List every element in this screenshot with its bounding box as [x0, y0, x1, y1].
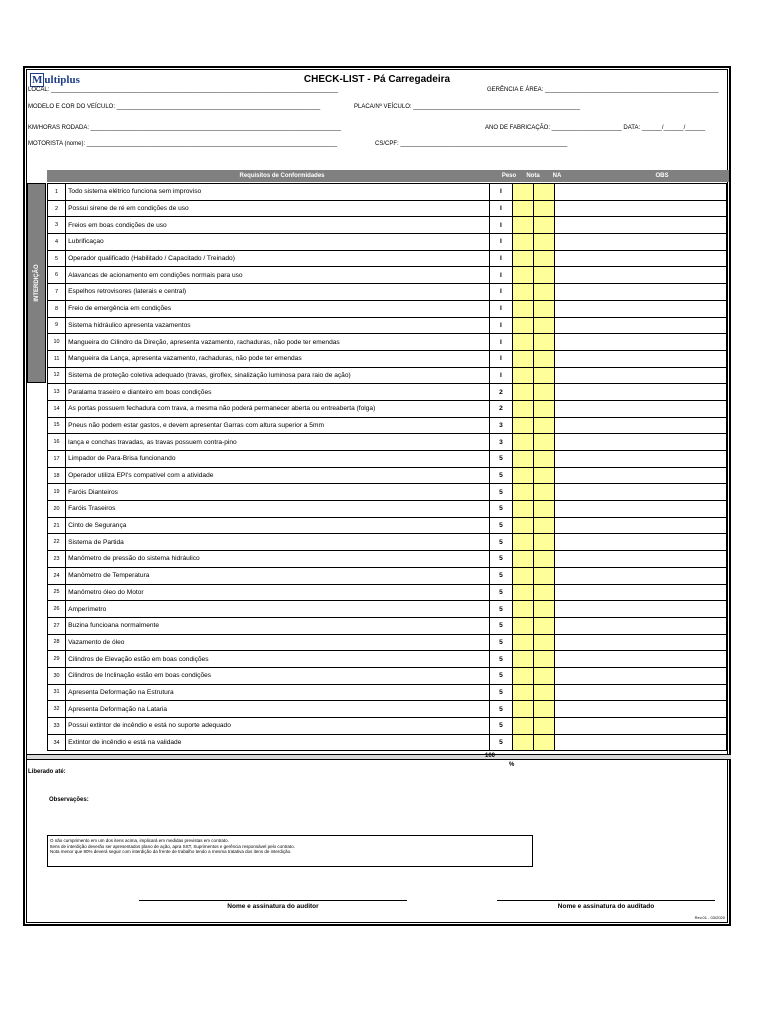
row-requirement: Alavancas de acionamento em condições normais para uso	[66, 267, 490, 284]
row-peso: 5	[490, 584, 513, 601]
row-number: 5	[48, 250, 66, 267]
row-na-cell[interactable]	[534, 250, 555, 267]
table-row	[48, 667, 727, 684]
row-obs-cell[interactable]	[555, 617, 727, 634]
row-number: 33	[48, 718, 66, 735]
row-nota-cell[interactable]	[512, 250, 533, 267]
row-na-cell[interactable]	[534, 367, 555, 384]
row-obs-cell[interactable]	[555, 317, 727, 334]
row-requirement: Lubrificaçao	[66, 234, 490, 251]
row-number: 34	[48, 734, 66, 751]
table-row	[48, 534, 727, 551]
row-requirement: Paralama traseiro e dianteiro em boas condições	[66, 384, 490, 401]
row-number: 4	[48, 234, 66, 251]
row-requirement: Manômetro de Temperatura	[66, 567, 490, 584]
row-requirement: Todo sistema elétrico funciona sem improviso	[66, 184, 490, 201]
row-requirement: Sistema de proteção coletiva adequado (travas, giroflex, sinalização luminosa para raio de ação)	[66, 367, 490, 384]
col-requisitos: Requisitos de Conformidades	[239, 173, 325, 179]
row-requirement: Mangueira do Cilindro da Direção, apresenta vazamento, rachaduras, não pode ter emendas	[66, 334, 490, 351]
row-number: 27	[48, 617, 66, 634]
row-requirement: Freios em boas condições de uso	[66, 217, 490, 234]
row-na-cell[interactable]	[534, 334, 555, 351]
table-row	[48, 267, 727, 284]
row-number: 29	[48, 651, 66, 668]
row-na-cell[interactable]	[534, 501, 555, 518]
table-row	[48, 467, 727, 484]
row-obs-cell[interactable]	[555, 734, 727, 751]
row-requirement: Manômetro óleo do Motor	[66, 584, 490, 601]
row-na-cell[interactable]	[534, 617, 555, 634]
table-row	[48, 217, 727, 234]
row-nota-cell[interactable]	[512, 334, 533, 351]
auditado-signature[interactable]: Nome e assinatura do auditado	[497, 900, 715, 910]
row-obs-cell[interactable]	[555, 434, 727, 451]
row-requirement: Possui extintor de incêndio e está no suporte adequado	[66, 718, 490, 735]
row-nota-cell[interactable]	[512, 234, 533, 251]
row-peso: I	[490, 334, 513, 351]
row-nota-cell[interactable]	[512, 184, 533, 201]
row-peso: I	[490, 250, 513, 267]
row-number: 18	[48, 467, 66, 484]
note-line-3: Nota menor que 80% deverá seguir com interdição da frente de trabalho tendo a mesma tratativa dos itens de interdição.	[50, 849, 292, 854]
requirements-table	[47, 183, 727, 751]
row-number: 31	[48, 684, 66, 701]
row-peso: 5	[490, 617, 513, 634]
row-obs-cell[interactable]	[555, 634, 727, 651]
table-row	[48, 501, 727, 518]
interdicao-band	[27, 183, 46, 383]
row-requirement: Vazamento de óleo	[66, 634, 490, 651]
row-na-cell[interactable]	[534, 434, 555, 451]
table-row	[48, 584, 727, 601]
row-na-cell[interactable]	[534, 634, 555, 651]
row-peso: I	[490, 234, 513, 251]
row-obs-cell[interactable]	[555, 651, 727, 668]
page-title: CHECK-LIST - Pá Carregadeira	[303, 74, 451, 85]
row-na-cell[interactable]	[534, 651, 555, 668]
row-obs-cell[interactable]	[555, 718, 727, 735]
row-number: 2	[48, 200, 66, 217]
row-requirement: Pneus não podem estar gastos, e devem apresentar Garras com altura superior a 5mm	[66, 417, 490, 434]
row-nota-cell[interactable]	[512, 501, 533, 518]
row-na-cell[interactable]	[534, 267, 555, 284]
row-na-cell[interactable]	[534, 300, 555, 317]
row-na-cell[interactable]	[534, 317, 555, 334]
row-peso: 5	[490, 718, 513, 735]
row-number: 21	[48, 517, 66, 534]
table-row	[48, 234, 727, 251]
row-na-cell[interactable]	[534, 484, 555, 501]
row-peso: 2	[490, 384, 513, 401]
row-number: 20	[48, 501, 66, 518]
row-requirement: Mangueira da Lança, apresenta vazamento, rachaduras, não pode ter emendas	[66, 350, 490, 367]
row-nota-cell[interactable]	[512, 367, 533, 384]
row-number: 10	[48, 334, 66, 351]
row-nota-cell[interactable]	[512, 317, 533, 334]
row-requirement: Espelhos retrovisores (laterais e central)	[66, 284, 490, 301]
note-line-2: Itens de interdição deverão ser apresentados plano de ação, apra SST, Suprimentos e gerência responsável pelo contrato.	[50, 843, 295, 849]
row-obs-cell[interactable]	[555, 484, 727, 501]
row-na-cell[interactable]	[534, 451, 555, 468]
auditor-signature[interactable]: Nome e assinatura do auditor	[139, 900, 407, 910]
row-na-cell[interactable]	[534, 234, 555, 251]
row-na-cell[interactable]	[534, 701, 555, 718]
row-number: 32	[48, 701, 66, 718]
table-row	[48, 634, 727, 651]
table-header	[47, 170, 729, 182]
row-obs-cell[interactable]	[555, 400, 727, 417]
row-peso: I	[490, 267, 513, 284]
percent-label: %	[509, 762, 515, 768]
row-obs-cell[interactable]	[555, 601, 727, 618]
row-obs-cell[interactable]	[555, 451, 727, 468]
row-requirement: Operador utiliza EPI's compatível com a atividade	[66, 467, 490, 484]
row-peso: I	[490, 217, 513, 234]
table-row	[48, 350, 727, 367]
row-number: 17	[48, 451, 66, 468]
row-number: 22	[48, 534, 66, 551]
row-number: 7	[48, 284, 66, 301]
row-obs-cell[interactable]	[555, 184, 727, 201]
sheet-frame	[26, 69, 728, 923]
row-obs-cell[interactable]	[555, 217, 727, 234]
table-row	[48, 434, 727, 451]
table-row	[48, 567, 727, 584]
total-value: 100	[485, 753, 496, 759]
row-peso: 5	[490, 701, 513, 718]
row-obs-cell[interactable]	[555, 467, 727, 484]
row-nota-cell[interactable]	[512, 651, 533, 668]
row-obs-cell[interactable]	[555, 334, 727, 351]
interdicao-label: INTERDIÇÃO	[33, 264, 40, 302]
row-nota-cell[interactable]	[512, 701, 533, 718]
table-row	[48, 651, 727, 668]
row-nota-cell[interactable]	[512, 400, 533, 417]
row-na-cell[interactable]	[534, 684, 555, 701]
table-row	[48, 617, 727, 634]
row-na-cell[interactable]	[534, 350, 555, 367]
row-requirement: Sistema hidráulico apresenta vazamentos	[66, 317, 490, 334]
row-obs-cell[interactable]	[555, 384, 727, 401]
row-requirement: Possui sirene de ré em condições de uso	[66, 200, 490, 217]
row-peso: 5	[490, 501, 513, 518]
row-number: 9	[48, 317, 66, 334]
row-requirement: Faróis Dianteiros	[66, 484, 490, 501]
row-obs-cell[interactable]	[555, 284, 727, 301]
table-row	[48, 400, 727, 417]
row-obs-cell[interactable]	[555, 684, 727, 701]
row-nota-cell[interactable]	[512, 467, 533, 484]
row-obs-cell[interactable]	[555, 367, 727, 384]
row-peso: 5	[490, 551, 513, 568]
row-nota-cell[interactable]	[512, 667, 533, 684]
row-peso: 5	[490, 451, 513, 468]
row-nota-cell[interactable]	[512, 217, 533, 234]
row-nota-cell[interactable]	[512, 417, 533, 434]
row-nota-cell[interactable]	[512, 684, 533, 701]
logo-initial: M	[32, 74, 43, 86]
row-nota-cell[interactable]	[512, 451, 533, 468]
row-na-cell[interactable]	[534, 200, 555, 217]
revision-label: Rev.01 - 03/2020	[694, 915, 725, 920]
table-row	[48, 300, 727, 317]
row-nota-cell[interactable]	[512, 484, 533, 501]
row-peso: I	[490, 284, 513, 301]
row-na-cell[interactable]	[534, 734, 555, 751]
row-na-cell[interactable]	[534, 551, 555, 568]
row-peso: I	[490, 317, 513, 334]
motorista-field[interactable]: MOTORISTA (nome): ___________________________________________________________________________	[28, 141, 338, 147]
col-obs: OBS	[655, 173, 669, 179]
row-nota-cell[interactable]	[512, 434, 533, 451]
row-number: 23	[48, 551, 66, 568]
row-obs-cell[interactable]	[555, 517, 727, 534]
table-row	[48, 284, 727, 301]
observacoes-label: Observações:	[49, 797, 89, 803]
row-peso: I	[490, 367, 513, 384]
checklist-sheet	[23, 66, 731, 926]
row-peso: 5	[490, 667, 513, 684]
table-row	[48, 317, 727, 334]
cpf-field[interactable]: CS/CPF: __________________________________________________	[375, 141, 568, 147]
row-obs-cell[interactable]	[555, 250, 727, 267]
row-peso: 2	[490, 400, 513, 417]
row-peso: 3	[490, 434, 513, 451]
liberado-label: Liberado até:	[28, 769, 66, 775]
col-nota: Nota	[526, 173, 540, 179]
row-nota-cell[interactable]	[512, 300, 533, 317]
row-obs-cell[interactable]	[555, 567, 727, 584]
table-row	[48, 367, 727, 384]
row-na-cell[interactable]	[534, 284, 555, 301]
row-na-cell[interactable]	[534, 584, 555, 601]
table-row	[48, 734, 727, 751]
row-requirement: Faróis Traseiros	[66, 501, 490, 518]
row-peso: 5	[490, 467, 513, 484]
row-number: 24	[48, 567, 66, 584]
row-obs-cell[interactable]	[555, 501, 727, 518]
row-nota-cell[interactable]	[512, 517, 533, 534]
table-row	[48, 718, 727, 735]
km-field[interactable]: KM/HORAS RODADA: ___________________________________________________________________________	[28, 125, 341, 131]
row-peso: I	[490, 300, 513, 317]
modelo-field[interactable]: MODELO E COR DO VEÍCULO: _____________________________________________________________	[28, 104, 321, 110]
row-peso: 3	[490, 417, 513, 434]
row-requirement: Buzina funcioana normalmente	[66, 617, 490, 634]
row-number: 28	[48, 634, 66, 651]
row-requirement: lança e conchas travadas, as travas possuem contra-pino	[66, 434, 490, 451]
row-obs-cell[interactable]	[555, 584, 727, 601]
row-nota-cell[interactable]	[512, 284, 533, 301]
row-requirement: Amperímetro	[66, 601, 490, 618]
row-na-cell[interactable]	[534, 184, 555, 201]
row-nota-cell[interactable]	[512, 267, 533, 284]
ano-data-field[interactable]: ANO DE FABRICAÇÃO: _____________________ DATA: ______/______/______	[485, 125, 706, 131]
row-obs-cell[interactable]	[555, 667, 727, 684]
row-number: 11	[48, 350, 66, 367]
row-na-cell[interactable]	[534, 567, 555, 584]
table-row	[48, 184, 727, 201]
row-peso: 5	[490, 634, 513, 651]
row-number: 6	[48, 267, 66, 284]
row-nota-cell[interactable]	[512, 718, 533, 735]
table-row	[48, 601, 727, 618]
row-number: 25	[48, 584, 66, 601]
table-row	[48, 484, 727, 501]
table-row	[48, 701, 727, 718]
row-peso: 5	[490, 484, 513, 501]
row-obs-cell[interactable]	[555, 417, 727, 434]
row-number: 3	[48, 217, 66, 234]
row-obs-cell[interactable]	[555, 234, 727, 251]
row-obs-cell[interactable]	[555, 350, 727, 367]
logo-text: ultiplus	[44, 74, 80, 86]
row-requirement: Cinto de Segurança	[66, 517, 490, 534]
row-obs-cell[interactable]	[555, 534, 727, 551]
table-row	[48, 334, 727, 351]
placa-field[interactable]: PLACA/Nº VEÍCULO: __________________________________________________	[354, 104, 581, 110]
row-peso: I	[490, 350, 513, 367]
row-number: 19	[48, 484, 66, 501]
row-requirement: Apresenta Deformação na Lataria	[66, 701, 490, 718]
table-row	[48, 684, 727, 701]
row-requirement: Cilindros de Elevação estão em boas condições	[66, 651, 490, 668]
row-number: 13	[48, 384, 66, 401]
gerencia-field[interactable]: GERÊNCIA E ÁREA: ____________________________________________________	[487, 87, 719, 93]
row-number: 26	[48, 601, 66, 618]
total-bar	[27, 754, 731, 760]
row-peso: 5	[490, 601, 513, 618]
row-na-cell[interactable]	[534, 718, 555, 735]
row-requirement: Freio de emergência em condições	[66, 300, 490, 317]
row-na-cell[interactable]	[534, 534, 555, 551]
table-row	[48, 451, 727, 468]
row-peso: 5	[490, 684, 513, 701]
row-nota-cell[interactable]	[512, 384, 533, 401]
row-number: 12	[48, 367, 66, 384]
col-na: NA	[552, 173, 562, 179]
row-obs-cell[interactable]	[555, 200, 727, 217]
row-na-cell[interactable]	[534, 417, 555, 434]
row-obs-cell[interactable]	[555, 300, 727, 317]
row-requirement: As portas possuem fechadura com trava, a mesma não poderá permanecer aberta ou entreaberta (folga)	[66, 400, 490, 417]
row-peso: 5	[490, 734, 513, 751]
row-nota-cell[interactable]	[512, 601, 533, 618]
row-na-cell[interactable]	[534, 217, 555, 234]
table-row	[48, 384, 727, 401]
col-peso: Peso	[501, 173, 517, 179]
row-number: 14	[48, 400, 66, 417]
row-peso: I	[490, 184, 513, 201]
row-nota-cell[interactable]	[512, 584, 533, 601]
row-number: 8	[48, 300, 66, 317]
row-peso: 5	[490, 534, 513, 551]
row-number: 30	[48, 667, 66, 684]
row-na-cell[interactable]	[534, 517, 555, 534]
table-row	[48, 417, 727, 434]
row-requirement: Operador qualificado (Habilitado / Capacitado / Treinado)	[66, 250, 490, 267]
row-nota-cell[interactable]	[512, 734, 533, 751]
note-line-1: O não cumprimento em um dos itens acima, implicará em medidas previstas em contrato.	[50, 838, 229, 843]
row-requirement: Apresenta Deformação na Estrutura	[66, 684, 490, 701]
row-nota-cell[interactable]	[512, 567, 533, 584]
row-na-cell[interactable]	[534, 467, 555, 484]
row-nota-cell[interactable]	[512, 634, 533, 651]
row-peso: 5	[490, 567, 513, 584]
row-peso: 5	[490, 651, 513, 668]
row-peso: I	[490, 200, 513, 217]
row-peso: 5	[490, 517, 513, 534]
row-obs-cell[interactable]	[555, 267, 727, 284]
row-na-cell[interactable]	[534, 384, 555, 401]
row-nota-cell[interactable]	[512, 200, 533, 217]
row-nota-cell[interactable]	[512, 551, 533, 568]
row-nota-cell[interactable]	[512, 617, 533, 634]
row-na-cell[interactable]	[534, 667, 555, 684]
table-row	[48, 200, 727, 217]
row-na-cell[interactable]	[534, 400, 555, 417]
row-requirement: Cilindros de Inclinação estão em boas condições	[66, 667, 490, 684]
row-obs-cell[interactable]	[555, 701, 727, 718]
row-requirement: Manômetro de pressão do sistema hidráulico	[66, 551, 490, 568]
row-na-cell[interactable]	[534, 601, 555, 618]
row-number: 16	[48, 434, 66, 451]
row-requirement: Extintor de incêndio e está na validade	[66, 734, 490, 751]
local-field[interactable]: LOCAL: ______________________________________________________________________________________	[28, 87, 338, 93]
row-number: 15	[48, 417, 66, 434]
row-obs-cell[interactable]	[555, 551, 727, 568]
notes-box	[47, 835, 533, 867]
row-nota-cell[interactable]	[512, 534, 533, 551]
row-requirement: Limpador de Para-Brisa funcionando	[66, 451, 490, 468]
table-row	[48, 250, 727, 267]
row-requirement: Sistema de Partida	[66, 534, 490, 551]
table-row	[48, 517, 727, 534]
row-nota-cell[interactable]	[512, 350, 533, 367]
table-row	[48, 551, 727, 568]
row-number: 1	[48, 184, 66, 201]
